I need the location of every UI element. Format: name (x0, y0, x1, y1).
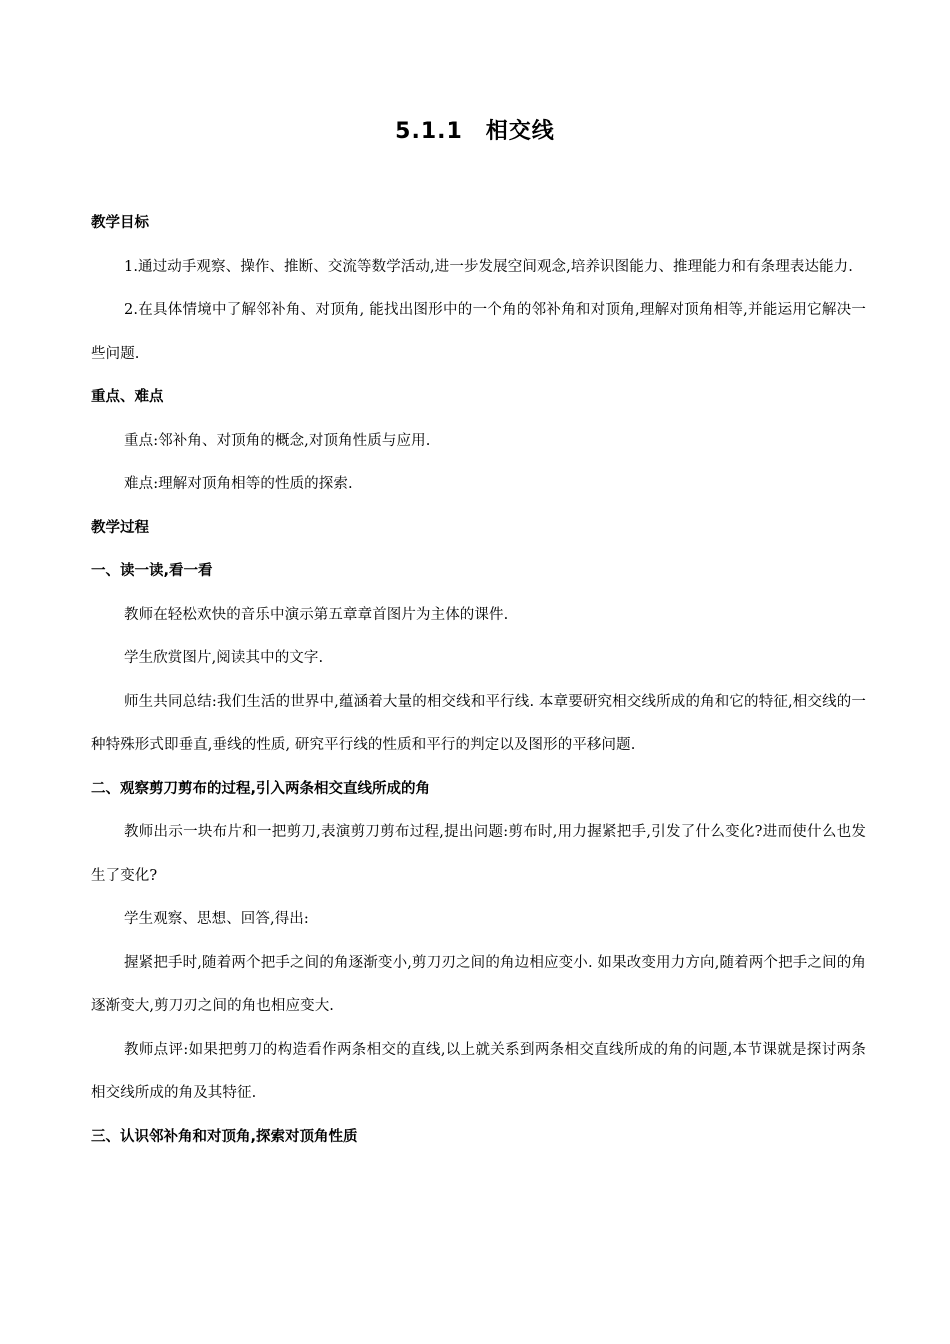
page-title: 5.1.1 相交线 (395, 119, 555, 144)
key-point-paragraph: 重点:邻补角、对顶角的概念,对顶角性质与应用. (124, 432, 431, 449)
part1-paragraph-3: 师生共同总结:我们生活的世界中,蕴涵着大量的相交线和平行线. 本章要研究相交线所成的角和它的特征,相交线的一种特殊形式即垂直,垂线的性质, 研究平行线的性质和平行的判定以及图形的平移问题. (91, 693, 866, 753)
part2-paragraph-1: 教师出示一块布片和一把剪刀,表演剪刀剪布过程,提出问题:剪布时,用力握紧把手,引发了什么变化?进而使什么也发生了变化? (91, 824, 866, 884)
document-body (91, 202, 866, 1159)
heading-part-2: 二、观察剪刀剪布的过程,引入两条相交直线所成的角 (91, 780, 431, 797)
difficulty-paragraph: 难点:理解对顶角相等的性质的探索. (124, 476, 353, 492)
heading-teaching-process: 教学过程 (91, 519, 149, 536)
heading-key-points: 重点、难点 (91, 389, 164, 405)
part2-paragraph-3: 握紧把手时,随着两个把手之间的角逐渐变小,剪刀刃之间的角边相应变小. 如果改变用力方向,随着两个把手之间的角逐渐变大,剪刀刃之间的角也相应变大. (91, 954, 866, 1014)
heading-part-1: 一、读一读,看一看 (91, 563, 213, 579)
part2-paragraph-2: 学生观察、思想、回答,得出: (124, 911, 309, 927)
part2-paragraph-4: 教师点评:如果把剪刀的构造看作两条相交的直线,以上就关系到两条相交直线所成的角的问题,本节课就是探讨两条相交线所成的角及其特征. (91, 1041, 866, 1101)
part1-paragraph-2: 学生欣赏图片,阅读其中的文字. (124, 650, 324, 666)
goal-paragraph-1: 1.通过动手观察、操作、推断、交流等数学活动,进一步发展空间观念,培养识图能力、推理能力和有条理表达能力. (124, 258, 853, 275)
goal-paragraph-2: 2.在具体情境中了解邻补角、对顶角, 能找出图形中的一个角的邻补角和对顶角,理解对顶角相等,并能运用它解决一些问题. (91, 302, 866, 362)
heading-part-3: 三、认识邻补角和对顶角,探索对顶角性质 (91, 1128, 358, 1145)
part1-paragraph-1: 教师在轻松欢快的音乐中演示第五章章首图片为主体的课件. (124, 606, 509, 623)
heading-teaching-goals: 教学目标 (91, 215, 149, 231)
